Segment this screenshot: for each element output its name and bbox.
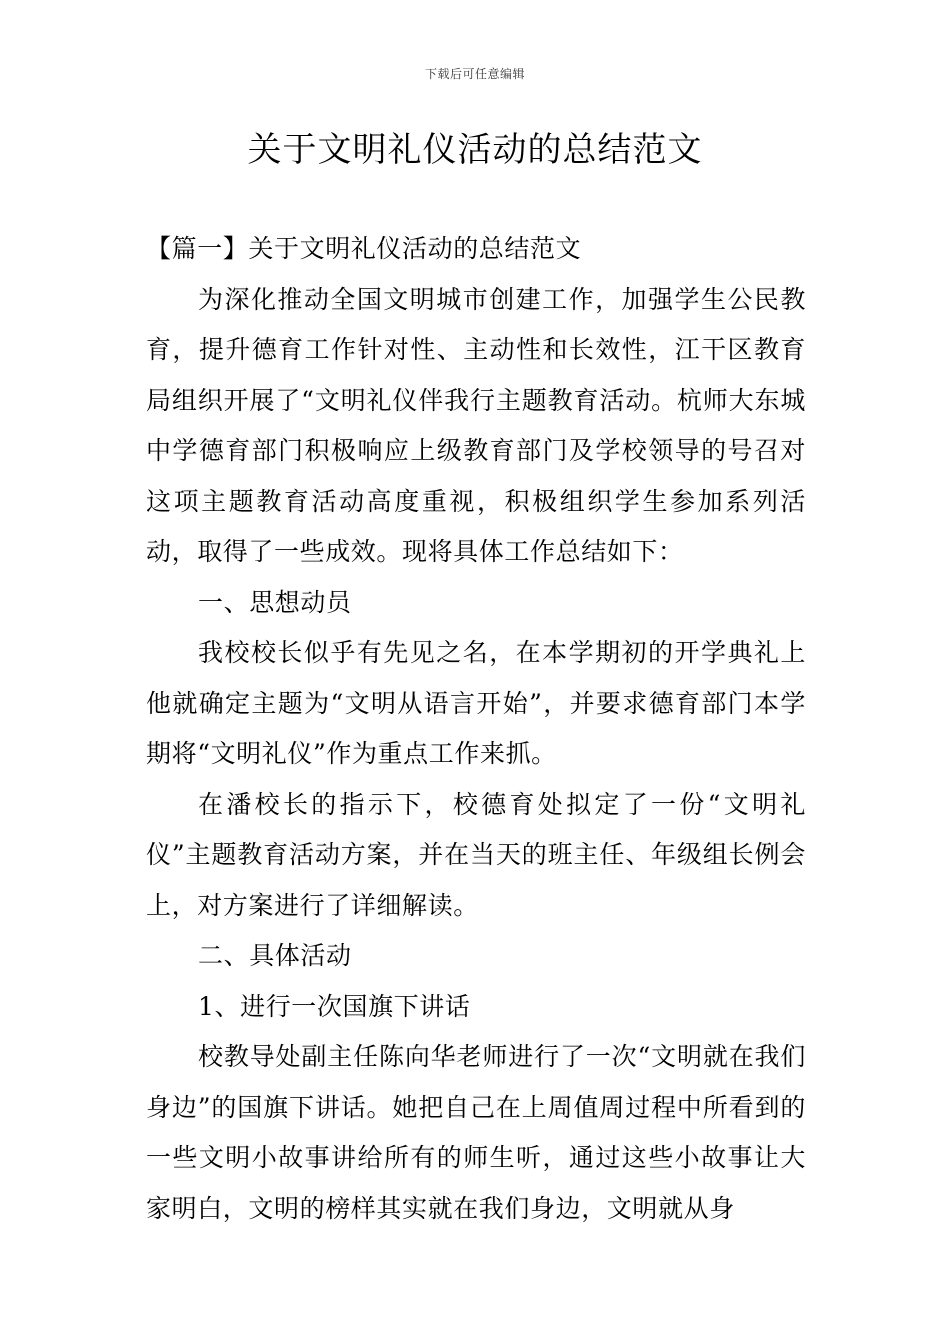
paragraph: 校教导处副主任陈向华老师进行了一次“文明就在我们身边”的国旗下讲话。她把自己在上周值周过程中所看到的一些文明小故事讲给所有的师生听，通过这些小故事让大家明白，文明的榜样其实就在我们身边，文明就从身 bbox=[146, 1042, 806, 1223]
header-note: 下载后可任意编辑 bbox=[424, 67, 525, 81]
paragraph: 在潘校长的指示下，校德育处拟定了一份“文明礼仪”主题教育活动方案，并在当天的班主任、年级组长例会上，对方案进行了详细解读。 bbox=[146, 789, 806, 920]
paragraph: 为深化推动全国文明城市创建工作，加强学生公民教育，提升德育工作针对性、主动性和长效性，江干区教育局组织开展了“文明礼仪伴我行主题教育活动。杭师大东城中学德育部门积极响应上级教育部门及学校领导的号召对这项主题教育活动高度重视，积极组织学生参加系列活动，取得了一些成效。现将具体工作总结如下： bbox=[146, 284, 806, 566]
document-title: 关于文明礼仪活动的总结范文 bbox=[247, 130, 703, 170]
subheading: 二、具体活动 bbox=[198, 941, 352, 970]
document-body bbox=[146, 224, 806, 1234]
section-heading: 【篇一】关于文明礼仪活动的总结范文 bbox=[146, 234, 582, 263]
subheading: 一、思想动员 bbox=[198, 587, 352, 617]
paragraph: 我校校长似乎有先见之名，在本学期初的开学典礼上他就确定主题为“文明从语言开始”，并要求德育部门本学期将“文明礼仪”作为重点工作来抓。 bbox=[146, 638, 806, 768]
subheading: 1、进行一次国旗下讲话 bbox=[198, 991, 471, 1021]
